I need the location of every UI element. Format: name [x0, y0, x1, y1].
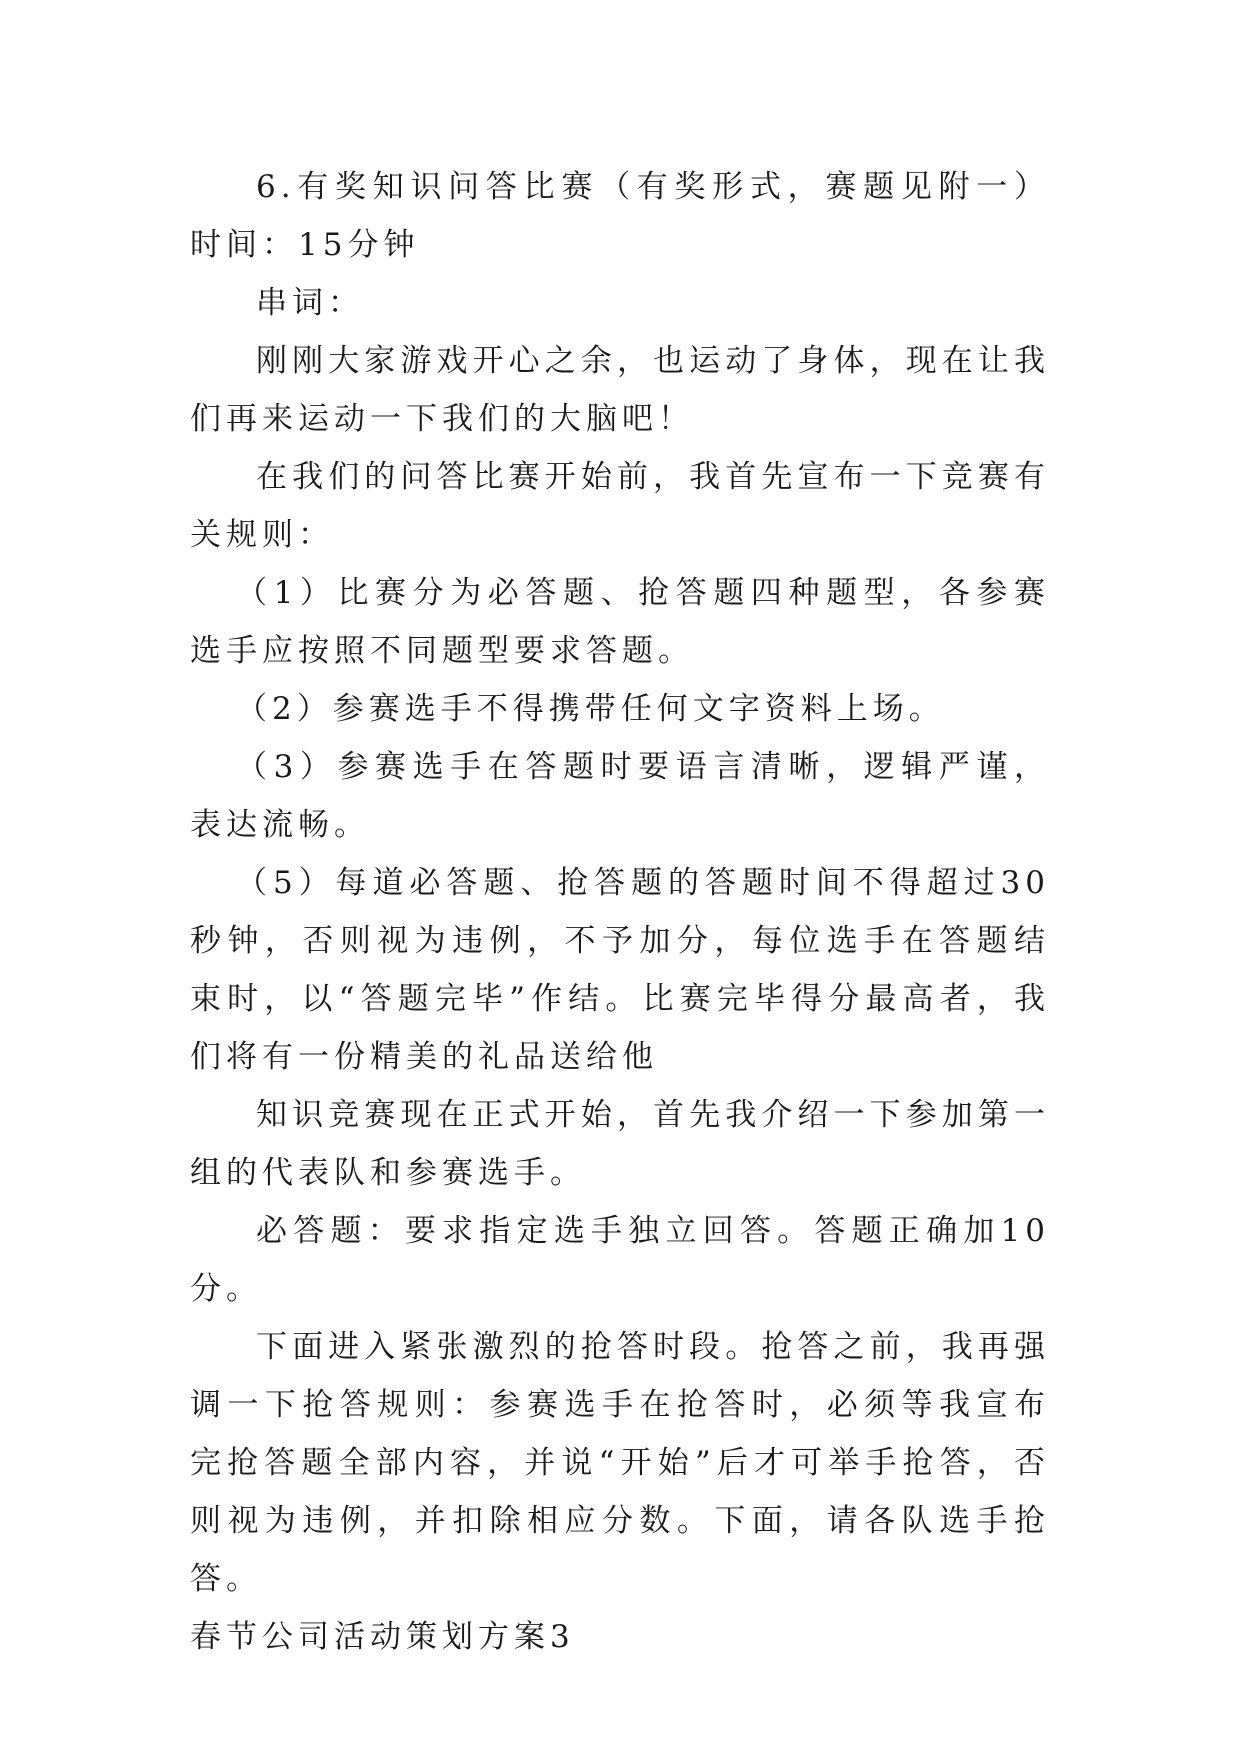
- paragraph-rules-intro: 在我们的问答比赛开始前，我首先宣布一下竞赛有关规则：: [190, 459, 1050, 553]
- section-heading: 春节公司活动策划方案3: [190, 1619, 575, 1655]
- paragraph-warmup: 刚刚大家游戏开心之余，也运动了身体，现在让我们再来运动一下我们的大脑吧！: [190, 343, 1050, 437]
- paragraph-rule-5: （5）每道必答题、抢答题的答题时间不得超过30秒钟，否则视为违例，不予加分，每位选手在答题结束时，以“答题完毕”作结。比赛完毕得分最高者，我们将有一份精美的礼品送给他: [190, 865, 1050, 1075]
- paragraph-competition-start: 知识竞赛现在正式开始，首先我介绍一下参加第一组的代表队和参赛选手。: [190, 1097, 1050, 1191]
- paragraph-rule-2: （2）参赛选手不得携带任何文字资料上场。: [236, 691, 945, 727]
- paragraph-script-label: 串词：: [256, 285, 364, 321]
- paragraph-rule-1: （1）比赛分为必答题、抢答题四种题型，各参赛选手应按照不同题型要求答题。: [190, 575, 1050, 669]
- paragraph-rule-3: （3）参赛选手在答题时要语言清晰，逻辑严谨，表达流畅。: [190, 749, 1050, 843]
- paragraph-buzzer-rules: 下面进入紧张激烈的抢答时段。抢答之前，我再强调一下抢答规则：参赛选手在抢答时，必须等我宣布完抢答题全部内容，并说“开始”后才可举手抢答，否则视为违例，并扣除相应分数。下面，请各队选手抢答。: [190, 1329, 1050, 1597]
- document-body: [190, 158, 1050, 1666]
- paragraph-quiz-intro: 6.有奖知识问答比赛（有奖形式，赛题见附一）时间：15分钟: [190, 169, 1050, 263]
- paragraph-required-questions: 必答题：要求指定选手独立回答。答题正确加10分。: [190, 1213, 1050, 1307]
